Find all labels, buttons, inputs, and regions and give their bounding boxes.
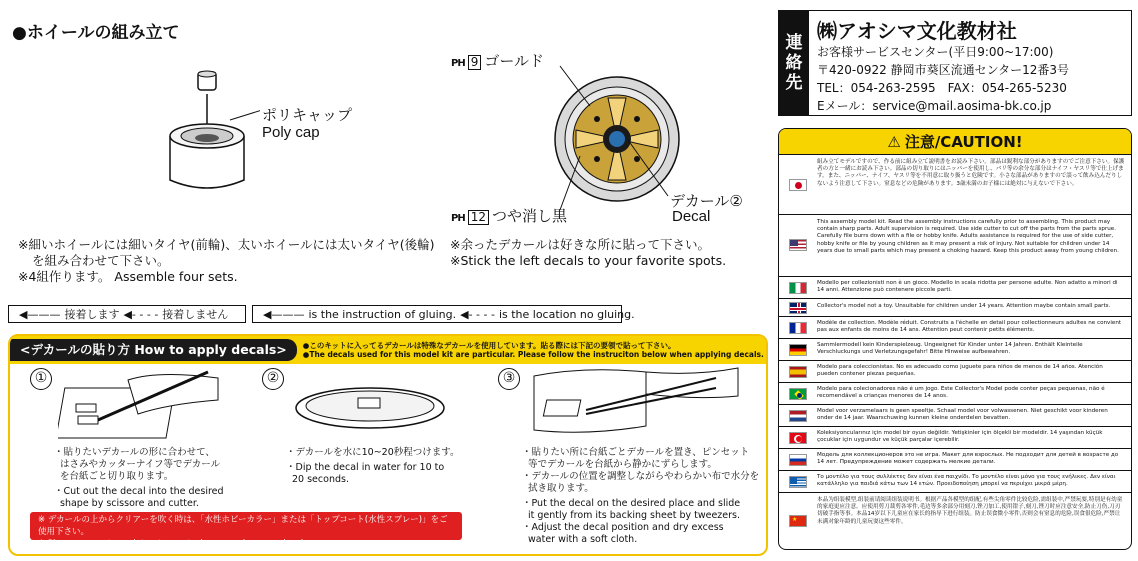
company-name: ㈱アオシマ文化教材社 (817, 19, 1017, 43)
decal-howto-title: <デカールの貼り方 How to apply decals> (10, 339, 297, 361)
step-3-number: ③ (498, 368, 520, 390)
email-address: Eメール：service@mail.aosima-bk.co.jp (817, 99, 1052, 113)
caution-row-us: This assembly model kit. Read the assembly instructions carefully prior to assembling. This product may contain sharp parts. Adult supervision is required. Use side cutter to cut off the parts from the parts sprue. Carefully file burrs down with a file or hobby knife. Adults assistance is required for the use of side cutter, hobby knife or file by young children as it may present a risk of injury. Not suitable for children under 14 years due to small parts which may present a choking hazard. Keep this product away from young children. (779, 215, 1131, 277)
paint-matte-black-label: PH 12 つや消し黒 (451, 207, 567, 225)
france-flag-icon (789, 322, 807, 334)
section-title: ●ホイールの組み立て (12, 23, 180, 43)
usa-flag-icon (789, 239, 807, 251)
poly-cap-label-en: Poly cap (262, 124, 320, 141)
step-1-illustration (58, 370, 228, 440)
italy-flag-icon (789, 282, 807, 294)
contact-box (778, 10, 1132, 116)
step-2-number: ② (262, 368, 284, 390)
caution-row-uk: Collector's model not a toy. Unsuitable for children under 14 years. Attention maybe contain small parts. (779, 299, 1131, 317)
caution-box (778, 128, 1132, 550)
greece-flag-icon (789, 476, 807, 488)
caution-row-de: Sammlermodell kein Kinderspielzeug. Ungeeignet für Kinder unter 14 Jahren. Enthält Kleinteile Verschluckungs und Verletzungsgefahr! Bitte Hinweise aufbewahren. (779, 339, 1131, 361)
netherlands-flag-icon (789, 410, 807, 422)
poly-cap-label-jp: ポリキャップ (262, 106, 353, 124)
decal-howto-header (10, 336, 766, 364)
decal-label-en: Decal (672, 208, 711, 225)
japan-flag-icon (789, 179, 807, 191)
step-3-text: ・貼りたい所に台紙ごとデカールを置き、ピンセット 等でデカールを台紙から静かにずらします。 ・デカールの位置を調整しながらやわらかい布で水分を 拭き取ります。 ・Put the decal on the desired place and slide it gently from its backing sheet by tweezers. ・Adjust the decal position and dry excess water with a soft cloth. (522, 447, 760, 545)
russia-flag-icon (789, 454, 807, 466)
caution-row-nl: Model voor verzamelaars is geen speeltje. Schaal model voor volwassenen. Niet geschikt voor kinderen onder de 14 jaar. Waarschuwing kunnen kleine onderdelen bevatten. (779, 405, 1131, 427)
caution-row-ru: Модель для коллекционеров это не игра. Макет для взрослых. Не подходит для детей в возрасте до 14 лет. Предупреждение может содержать мелкие детали. (779, 449, 1131, 471)
glue-legend-en: ◀——— is the instruction of gluing. ◀- - - - is the location no gluing. (252, 305, 622, 323)
caution-row-br: Modelo para colecionadores não é um jogo. Este Collector's Model pode conter peças pequenas, não é recomendável a crianças menores de 14 anos. (779, 383, 1131, 405)
warning-triangle-icon: ⚠ (887, 132, 901, 151)
uk-flag-icon (789, 302, 807, 314)
clear-coat-warning: ※ デカールの上からクリアーを吹く時は、「水性ホビーカラー」または「トップコート(水性スプレー)」をご使用下さい。 ※ Please use water paint or topcoat when spraying over decals. (30, 512, 462, 540)
postal-address: 〒420-0922 静岡市葵区流通センター12番3号 (817, 63, 1070, 77)
service-center: お客様サービスセンター(平日9:00~17:00) (817, 45, 1054, 59)
caution-title: 注意/CAUTION! (904, 133, 1023, 151)
germany-flag-icon (789, 344, 807, 356)
caution-header (779, 129, 1131, 155)
poly-cap-illustration (150, 70, 260, 200)
caution-row-es: Modelo para coleccionistas. No es adecuado como juguete para niños de menos de 14 años. Atención pueden contener piezas pequeñas. (779, 361, 1131, 383)
contact-tag: 連 絡 先 (779, 11, 809, 115)
caution-row-it: Modello per collezionisti non è un gioco. Modello in scala ridotta per persone adulte. Non adatto a minori di 14 anni. Attenzione può contenere piccole parti. (779, 277, 1131, 299)
caution-row-jp: 組み立てモデルですので、作る前に組み立て説明書をお読み下さい。部品は鋭利な部分がありますのでご注意下さい。保護者の方と一緒にお読み下さい。部品の切り取りにはニッパーを使用し、バリ等の余分な部分はナイフ・ヤスリ等で仕上げます。また、ニッパー、ナイフ、ヤスリ等を不用意に取り扱うと危険です。小さな部品がありますので誤って飲み込んだりしないよう注意して下さい。窒息などの危険があります。3歳未満のお子様には絶対に与えないで下さい。 (779, 157, 1131, 215)
tire-note: ※細いホイールには細いタイヤ(前輪)、太いホイールには太いタイヤ(後輪) を組み合わせて下さい。 ※4組作ります。 Assemble four sets. (18, 237, 435, 284)
decal-label-jp: デカール② (670, 192, 743, 210)
caution-row-tr: Koleksiyoncularınız için model bir oyun değildir. Yetişkinler için ölçekli bir modeldir. 14 yaşından küçük çocuklar için uygundur ve küçük parçalar içerebilir. (779, 427, 1131, 449)
step-3-illustration (526, 366, 746, 440)
phone-fax: TEL：054-263-2595 FAX：054-265-5230 (817, 81, 1067, 95)
caution-row-gr: Το μοντέλο για τους συλλέκτες δεν είναι ένα παιχνίδι. Το μοντέλο είναι μόνο για τους ενήλικες. Δεν είναι κατάλληλο για παιδιά κάτω των 14 ετών. Προειδοποίηση μπορεί να περιέχει μικρά μέρη. (779, 471, 1131, 493)
spain-flag-icon (789, 366, 807, 378)
decal-howto-notes: ●このキットに入ってるデカールは特殊なデカールを使用しています。貼る際には下記の要領で貼って下さい。 ●The decals used for this model kit are particular. Please follow the instruciton below when applying decals. (302, 340, 764, 359)
step-1-number: ① (30, 368, 52, 390)
glue-legend-jp: ◀——— 接着します ◀- - - - 接着しません (8, 305, 246, 323)
step-2-illustration (290, 384, 450, 434)
paint-gold-label: PH 9 ゴールド (451, 52, 545, 70)
turkey-flag-icon (789, 432, 807, 444)
caution-row-fr: Modèle de collection. Modèle réduit. Construits a l'échelle en detail pour collectionneurs adultes ne convient pas aux enfants de moins de 14 ans. Attention peut contenir petits éléments. (779, 317, 1131, 339)
step-2-text: ・デカールを水に10~20秒程つけます。 ・Dip the decal in water for 10 to 20 seconds. (286, 447, 460, 485)
brazil-flag-icon (789, 388, 807, 400)
caution-row-cn: ★ 本品为组装模型,组装前请阅读组装说明书。根据产品各模型的组配,有些尖角零件比较危险,需组装中,严禁玩耍,特别是有幼童的家庭更应注意。应使用剪刀裁剪各零件,毛边等多余部分用刻刀,锉刀加工,使用钳子,刻刀,锉刀时应注意安全,防止刀伤,刀刃切破手指等事。本品14岁以下儿童应在家长的指导下进行组装。防止误食微小零件,否则会有窒息的危险,误食很危险,严禁让未满对象年龄的儿童玩耍这些零件。 (779, 493, 1131, 550)
china-flag-icon: ★ (789, 515, 807, 527)
step-1-text: ・貼りたいデカールの形に合わせて、 はさみやカッターナイフ等でデカール を台紙ごと切り取ります。 ・Cut out the decal into the desired shape by scissore and cutter. (54, 447, 224, 509)
leftover-decal-note: ※余ったデカールは好きな所に貼って下さい。 ※Stick the left decals to your favorite spots. (450, 237, 727, 268)
